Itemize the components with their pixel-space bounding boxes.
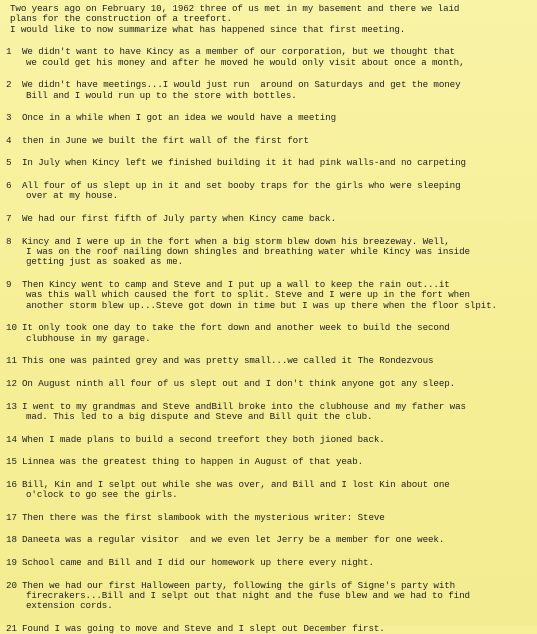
list-item-line: This one was painted grey and was pretty small...we called it The Rondezvous <box>22 355 434 367</box>
intro-line: I would like to now summarize what has happened since that first meeting. <box>10 23 406 35</box>
list-item <box>6 356 535 366</box>
list-item <box>6 158 535 168</box>
list-item-line: clubhouse in my garage. <box>26 332 151 344</box>
list-item-line: Bill and I would run up to the store with bottles. <box>26 89 297 101</box>
list-item-line: It only took one day to take the fort down and another week to build the second <box>22 322 450 334</box>
list-item-text <box>22 181 535 202</box>
list-item-line: We didn't want to have Kincy as a member of our corporation, but we thought that <box>22 46 456 58</box>
list-item-text <box>22 581 535 612</box>
list-item-line: o'clock to go see the girls. <box>26 489 178 501</box>
list-item-number: 15 <box>6 456 18 468</box>
list-item <box>6 113 535 123</box>
list-item-number: 12 <box>6 378 18 389</box>
list-item-number: 3 <box>6 112 12 124</box>
numbered-list <box>6 47 535 634</box>
list-item <box>6 379 535 389</box>
list-item-line: When I made plans to build a second treefort they both jioned back. <box>22 433 385 445</box>
intro-paragraph <box>10 4 535 35</box>
list-item-line: then in June we built the firt wall of the first fort <box>22 134 309 146</box>
list-item <box>6 181 535 202</box>
list-item-text <box>22 47 535 68</box>
list-item-line: getting just as soaked as me. <box>26 256 183 268</box>
list-item <box>6 47 535 68</box>
list-item-text <box>22 113 535 123</box>
list-item-text <box>22 457 535 467</box>
list-item <box>6 80 535 101</box>
list-item-line: We didn't have meetings...I would just run around on Saturdays and get the money <box>22 79 461 91</box>
list-item-number: 7 <box>6 213 12 224</box>
list-item <box>6 457 535 467</box>
list-item-text <box>22 136 535 146</box>
list-item-line: another storm blew up...Steve got down in time but I was up there when the floor slpit. <box>26 299 497 311</box>
list-item-text <box>22 237 535 268</box>
list-item-text <box>22 280 535 311</box>
list-item-line: extension cords. <box>26 600 113 612</box>
list-item-number: 19 <box>6 556 18 568</box>
list-item-line: mad. This led to a big dispute and Steve and Bill quit the club. <box>26 411 373 422</box>
list-item-number: 14 <box>6 433 18 445</box>
list-item-number: 5 <box>6 157 12 169</box>
list-item-number: 6 <box>6 180 12 191</box>
list-item-line: Daneeta was a regular visitor and we even let Jerry be a member for one week. <box>22 534 445 546</box>
list-item-text <box>22 535 535 545</box>
list-item <box>6 435 535 445</box>
list-item-number: 1 <box>6 46 12 58</box>
list-item-line: Kincy and I were up in the fort when a big storm blew down his breezeway. Well, <box>22 235 450 247</box>
list-item <box>6 535 535 545</box>
list-item-number: 11 <box>6 355 18 367</box>
list-item-text <box>22 214 535 224</box>
list-item-number: 17 <box>6 511 18 523</box>
list-item-line: Then we had our first Halloween party, following the girls of Signe's party with <box>22 579 456 591</box>
list-item-number: 16 <box>6 478 18 490</box>
list-item-text <box>22 158 535 168</box>
list-item-line: I went to my grandmas and Steve andBill broke into the clubhouse and my father was <box>22 400 466 412</box>
list-item-line: was this wall which caused the fort to split. Steve and I were up in the fort when <box>26 289 470 301</box>
list-item-number: 20 <box>6 579 18 591</box>
list-item-text <box>22 323 535 344</box>
list-item-line: Linnea was the greatest thing to happen in August of that yeab. <box>22 456 364 468</box>
intro-line: Two years ago on February 10, 1962 three of us met in my basement and there we laid <box>10 3 460 14</box>
list-item-text <box>22 356 535 366</box>
list-item-text <box>22 513 535 523</box>
list-item-line: We had our first fifth of July party when Kincy came back. <box>22 213 336 224</box>
list-item-text <box>22 624 535 634</box>
list-item <box>6 214 535 224</box>
intro-line: plans for the construction of a treefort. <box>10 13 232 25</box>
list-item-line: All four of us slept up in it and set booby traps for the girls who were sleeping <box>22 180 461 191</box>
list-item-number: 2 <box>6 79 12 91</box>
list-item-number: 8 <box>6 235 12 247</box>
list-item-line: Found I was going to move and Steve and I slept out December first. <box>22 622 385 634</box>
list-item-line: School came and Bill and I did our homework up there every night. <box>22 556 374 568</box>
list-item-line: I was on the roof nailing down shingles and breathing water while Kincy was inside <box>26 246 470 257</box>
list-item <box>6 624 535 634</box>
list-item-text <box>22 379 535 389</box>
list-item-text <box>22 402 535 423</box>
list-item <box>6 323 535 344</box>
list-item-line: we could get his money and after he moved he would only visit about once a month, <box>26 56 465 68</box>
list-item-text <box>22 558 535 568</box>
list-item-number: 13 <box>6 400 18 412</box>
list-item-line: Bill, Kin and I selpt out while she was over, and Bill and I lost Kin about one <box>22 478 450 490</box>
list-item-line: In July when Kincy left we finished building it it had pink walls-and no carpeting <box>22 157 466 169</box>
list-item-line: On August ninth all four of us slept out and I don't think anyone got any sleep. <box>22 378 456 389</box>
list-item <box>6 513 535 523</box>
list-item-number: 18 <box>6 534 18 546</box>
list-item <box>6 280 535 311</box>
list-item-number: 21 <box>6 622 18 634</box>
list-item-number: 10 <box>6 322 18 334</box>
list-item-text <box>22 80 535 101</box>
list-item-line: Then there was the first slambook with the mysterious writer: Steve <box>22 511 385 523</box>
list-item <box>6 480 535 501</box>
list-item <box>6 581 535 612</box>
list-item-line: Then Kincy went to camp and Steve and I put up a wall to keep the rain out...it <box>22 279 450 290</box>
list-item-line: firecrakers...Bill and I selpt out that night and the fuse blew and we had to find <box>26 589 470 601</box>
list-item-number: 4 <box>6 134 12 146</box>
list-item-number: 9 <box>6 279 12 290</box>
list-item <box>6 558 535 568</box>
list-item <box>6 402 535 423</box>
list-item-line: Once in a while when I got an idea we would have a meeting <box>22 112 336 124</box>
list-item <box>6 237 535 268</box>
list-item-line: over at my house. <box>26 190 119 202</box>
list-item-text <box>22 435 535 445</box>
list-item-text <box>22 480 535 501</box>
list-item <box>6 136 535 146</box>
